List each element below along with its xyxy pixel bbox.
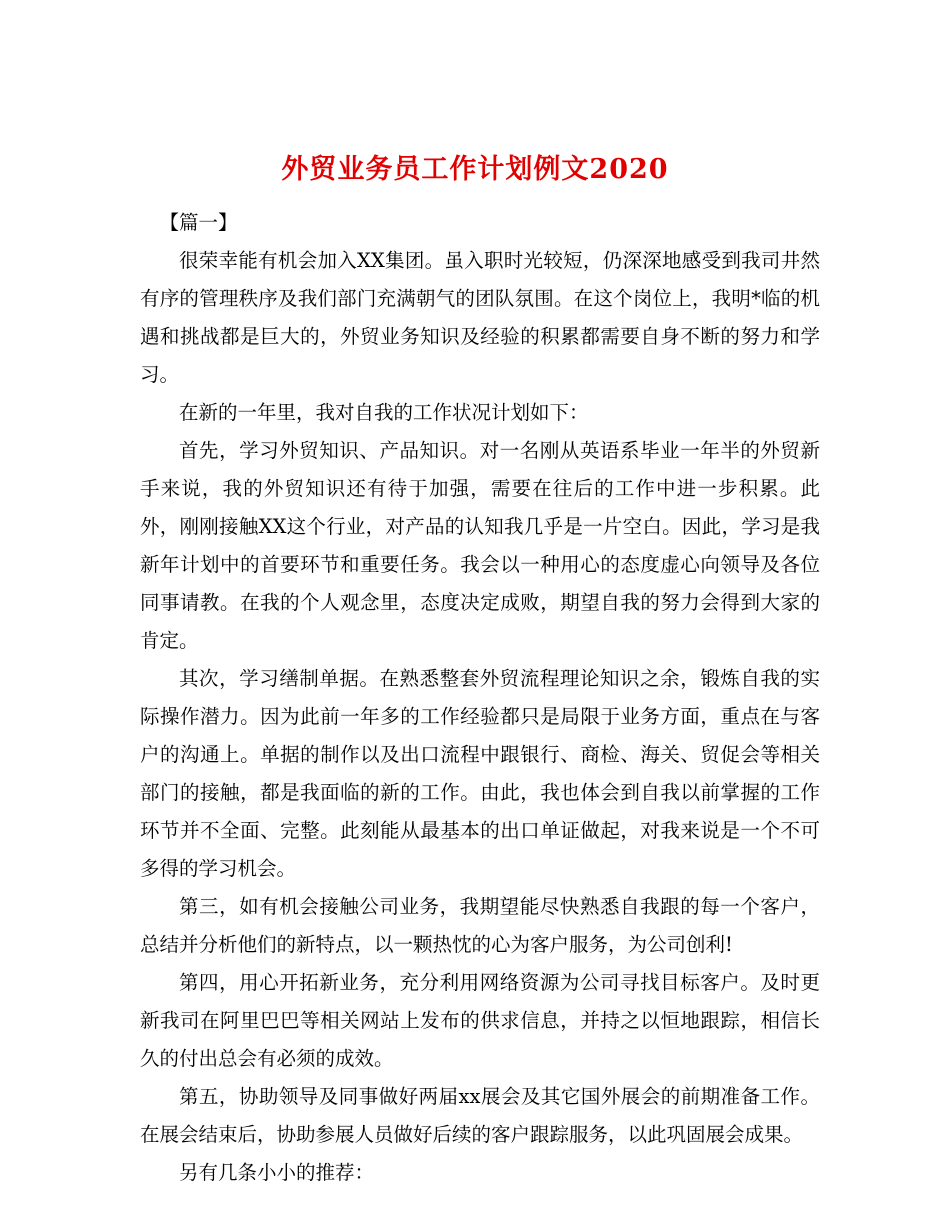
paragraph-intro: 很荣幸能有机会加入XX集团。虽入职时光较短，仍深深地感受到我司井然有序的管理秩序及我们部门充满朝气的团队氛围。在这个岗位上，我明*临的机遇和挑战都是巨大的，外贸业务知识及经验的积累都需要自身不断的努力和学习。 (140, 249, 820, 386)
document-title: 外贸业务员工作计划例文2020 (281, 154, 669, 186)
section-heading: 【篇一】 (159, 211, 238, 234)
paragraph-third: 第三，如有机会接触公司业务，我期望能尽快熟悉自我跟的每一个客户，总结并分析他们的新特点，以一颗热忱的心为客户服务，为公司创利! (140, 895, 820, 956)
document-body (140, 204, 820, 1192)
paragraph-suggestions-lead: 另有几条小小的推荐： (179, 1161, 375, 1184)
paragraph-plan-lead: 在新的一年里，我对自我的工作状况计划如下： (179, 401, 589, 424)
paragraph-fourth: 第四，用心开拓新业务，充分利用网络资源为公司寻找目标客户。及时更新我司在阿里巴巴等相关网站上发布的供求信息，并持之以恒地跟踪，相信长久的付出总会有必须的成效。 (140, 971, 820, 1070)
paragraph-first: 首先，学习外贸知识、产品知识。对一名刚从英语系毕业一年半的外贸新手来说，我的外贸知识还有待于加强，需要在往后的工作中进一步积累。此外，刚刚接触XX这个行业，对产品的认知我几乎是一片空白。因此，学习是我新年计划中的首要环节和重要任务。我会以一种用心的态度虚心向领导及各位同事请教。在我的个人观念里，态度决定成败，期望自我的努力会得到大家的肯定。 (140, 439, 820, 652)
paragraph-second: 其次，学习缮制单据。在熟悉整套外贸流程理论知识之余，锻炼自我的实际操作潜力。因为此前一年多的工作经验都只是局限于业务方面，重点在与客户的沟通上。单据的制作以及出口流程中跟银行、商检、海关、贸促会等相关部门的接触，都是我面临的新的工作。由此，我也体会到自我以前掌握的工作环节并不全面、完整。此刻能从最基本的出口单证做起，对我来说是一个不可多得的学习机会。 (140, 667, 820, 880)
paragraph-fifth: 第五，协助领导及同事做好两届xx展会及其它国外展会的前期准备工作。在展会结束后，协助参展人员做好后续的客户跟踪服务，以此巩固展会成果。 (140, 1085, 820, 1146)
